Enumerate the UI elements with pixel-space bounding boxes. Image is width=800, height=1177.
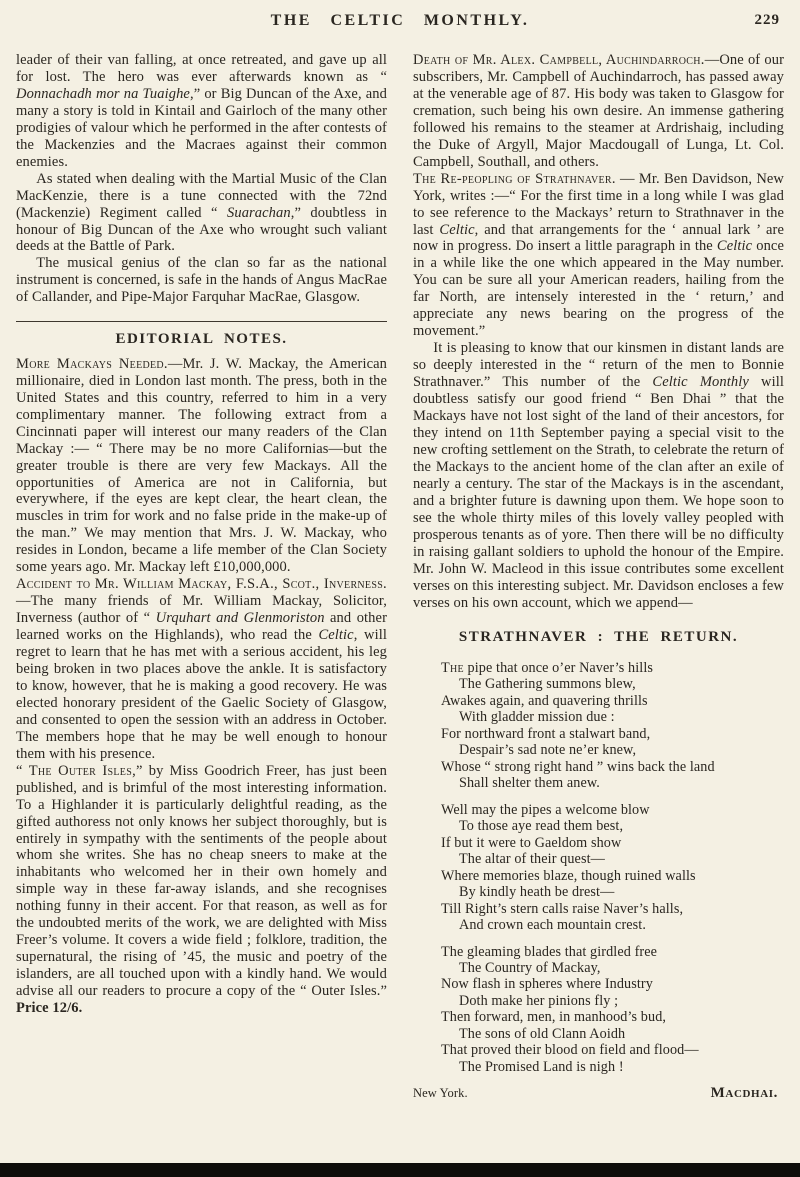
text-segment: With gladder mission due :: [459, 709, 615, 726]
text-segment: pipe that once o’er Naver’s hills: [463, 660, 653, 676]
text-segment: It is pleasing to know that our kinsmen in distant lands are so deeply interested in the “ return of the men to Bonnie Strathnaver.” This number of the: [413, 340, 784, 391]
paragraph: [413, 171, 784, 341]
poem-line: [441, 693, 784, 709]
text-segment: The musical genius of the clan so far as the national instrument is concerned, is safe in the hands of Angus MacRae of Callander, and Pipe-Major Farquhar MacRae, Glasgow.: [16, 255, 387, 306]
text-segment: Celtic: [318, 627, 354, 644]
text-segment: Whose “ strong right hand ” wins back the land: [441, 758, 715, 775]
text-segment: , will regret to learn that he has met with a serious accident, his leg being broken in two places above the ankle. It is satisfactory to know, however, that he is making a good recovery. He was elected honorary president of the Gaelic Society of Glasgow, and consented to open the session with an address in October. The members hope that he may be well enough to honour them with his presence.: [16, 627, 387, 762]
editorial-notes-heading: EDITORIAL NOTES.: [115, 331, 288, 348]
text-segment: For northward front a stalwart band,: [441, 725, 651, 742]
text-segment: As stated when dealing with the Martial Music of the Clan MacKenzie, there is a tune connected with the 72nd (Mackenzie) Regiment called “: [16, 170, 387, 221]
paragraph: [413, 340, 784, 611]
poem-place: New York.: [413, 1086, 468, 1101]
text-segment: Awakes again, and quavering thrills: [441, 692, 648, 709]
poem-line: [459, 742, 784, 758]
poem-line: [441, 868, 784, 884]
page-number: 229: [754, 12, 780, 28]
text-segment: Urquhart and Glenmoriston: [155, 610, 325, 627]
poem-line: [459, 851, 784, 867]
text-segment: ,” doubtless in honour of Big Duncan of the Axe who wrought such valiant deeds at the Battle of Park.: [16, 204, 388, 255]
text-segment: The Gathering summons blew,: [459, 676, 636, 693]
text-segment: —Mr. J. W. Mackay, the American millionaire, died in London last month. The press, both in the United States and this country, referred to him in a very complimentary manner. The following extract from a Cincinnati paper will interest our many readers of the Clan Mackay :— “ There may be no more Californias—but the greater trouble is there are very few Mackays. All the opportunities of America are not in California, but everywhere, if the eyes are kept clear, the heart clean, the muscles in trim for work and no false pride in the make-up of the man.” We may mention that Mrs. J. W. Mackay, who resides in London, became a life member of the Clan Society some years ago. Mr. Mackay left £10,000,000.: [16, 355, 387, 576]
poem-line: [459, 676, 784, 692]
poem-line: [441, 759, 784, 775]
poem-line: [441, 660, 784, 676]
text-segment: Well may the pipes a welcome blow: [441, 801, 650, 818]
text-segment: —One of our subscribers, Mr. Campbell of Auchindarroch, has passed away at the venerable age of 87. His body was taken to Glasgow for cremation, such being his own desire. An immense gathering followed his remains to the steamer at Ardrishaig, including the Duke of Argyll, Major Macdougall of Lunga, Lt. Col. Campbell, Southall, and others.: [413, 52, 785, 170]
text-segment: The gleaming blades that girdled free: [441, 943, 658, 960]
poem-stanza: [441, 660, 784, 792]
text-segment: Now flash in spheres where Industry: [441, 976, 653, 993]
text-segment: The altar of their quest—: [459, 851, 605, 868]
paragraph: [16, 356, 387, 576]
paragraph: [16, 576, 387, 762]
text-segment: That proved their blood on field and flood—: [441, 1042, 699, 1059]
text-segment: Where memories blaze, though ruined walls: [441, 867, 696, 884]
right-column: [413, 52, 784, 1103]
text-segment: To those aye read them best,: [459, 818, 624, 835]
text-segment: once in a while like the one which appeared in the May number. You can be sure all your American readers, hailing from the far North, are intensely interested in the ‘ return,’ and appreciate any news bearing on the progress of the movement.”: [413, 238, 784, 340]
text-segment: Despair’s sad note ne’er knew,: [459, 742, 637, 759]
text-segment: will doubtless satisfy our good friend “ Ben Dhai ” that the Mackays have not lost sight of the land of their ancestors, for they intend on 11th September paying a special visit to the new crofting settlement on the Strath, to celebrate the return of the Mackays to the ancient home of the clan after an exile of nearly a century. The star of the Mackays is in the ascendant, and a brighter future is dawning upon them. We hope soon to see the whole thirty miles of this lovely valley peopled with prosperous tenants as of yore. Then there will be no difficulty in raising gallant soldiers to uphold the honour of the Empire. Mr. John W. Macleod in this issue contributes some excellent verses on this interesting subject. Mr. Davidson encloses a few verses on his own account, which we append—: [413, 374, 784, 611]
poem-line: [459, 993, 784, 1009]
poem-line: [441, 1009, 784, 1025]
text-segment: More Mackays Needed.: [16, 355, 168, 372]
paragraph: [16, 171, 387, 256]
text-segment: By kindly heath be drest—: [459, 884, 615, 901]
poem-line: [441, 835, 784, 851]
poem-line: [459, 917, 784, 933]
text-segment: Death of Mr. Alex. Campbell, Auchindarroch.: [413, 52, 705, 68]
text-segment: The: [441, 660, 464, 676]
poem-line: [459, 775, 784, 791]
paragraph: [16, 52, 387, 171]
poem-line: [441, 976, 784, 992]
paragraph: [413, 52, 784, 171]
page-header: [16, 10, 784, 38]
right-articles: [413, 52, 784, 611]
article-continuation: [16, 52, 387, 306]
left-column: [16, 52, 387, 1103]
poem-line: [441, 944, 784, 960]
poem-line: [459, 1026, 784, 1042]
poem-line: [459, 884, 784, 900]
poem-line: [459, 960, 784, 976]
text-segment: leader of their van falling, at once retreated, and gave up all for lost. The hero was ever afterwards known as “: [16, 52, 387, 85]
text-segment: “ The Outer Isles,”: [16, 762, 143, 779]
text-segment: Accident to Mr. William Mackay, F.S.A., Scot., Inverness.: [16, 576, 387, 593]
poem: [441, 660, 784, 1075]
poem-signature: Macdhai.: [710, 1085, 778, 1102]
text-segment: Till Right’s stern calls raise Naver’s halls,: [441, 900, 684, 917]
paragraph: [16, 763, 387, 1017]
text-segment: and other learned works on the Highlands), who read the: [16, 610, 387, 644]
text-segment: —The many friends of Mr. William Mackay, Solicitor, Inverness (author of “: [16, 593, 387, 627]
poem-line: [441, 901, 784, 917]
text-segment: Suarachan: [227, 204, 291, 221]
poem-line: [441, 726, 784, 742]
text-segment: The Promised Land is nigh !: [459, 1058, 624, 1075]
text-segment: by Miss Goodrich Freer, has just been published, and is brimful of the most interesting information. To a Highlander it is particularly delightful reading, as the gifted authoress not only knows her subject thoroughly, but is entirely in sympathy with the sentiments of the people about whom she writes. She has no cheap sneers to make at the inhabitants who welcomed her in their own homely and simple way in these far-away islands, and she recognises nothing funny in their accent. For that reason, as well as for the undoubted merits of the work, we are delighted with Miss Freer’s volume. It covers a wide field ; folklore, tradition, the supernatural, the rising of ’45, the music and poetry of the islanders, are all touched upon with a kindly hand. We would advise all our readers to procure a copy of the “ Outer Isles.”: [16, 762, 388, 1000]
poem-footer: [413, 1085, 784, 1103]
poem-stanza: [441, 944, 784, 1076]
text-segment: And crown each mountain crest.: [459, 917, 646, 934]
editorial-notes: [16, 356, 387, 1017]
text-segment: Celtic: [439, 221, 475, 238]
poem-stanza: [441, 802, 784, 934]
text-segment: The Country of Mackay,: [459, 959, 601, 976]
text-segment: Price 12/6.: [16, 1000, 83, 1017]
paragraph: [16, 255, 387, 306]
poem-line: [459, 1059, 784, 1075]
text-segment: The sons of old Clann Aoidh: [459, 1025, 626, 1042]
text-segment: Celtic: [716, 238, 753, 255]
poem-line: [441, 1042, 784, 1058]
columns: [16, 52, 784, 1103]
poem-line: [459, 709, 784, 725]
text-segment: ,” or Big Duncan of the Axe, and many a story is told in Kintail and Gairloch of the many other prodigies of valour which he performed in the after contests of the Mackenzies and the Macraes against their common enemies.: [16, 85, 388, 170]
scan-edge-bar: [0, 1163, 800, 1177]
text-segment: Celtic Monthly: [652, 374, 749, 391]
text-segment: The Re-peopling of Strathnaver.: [413, 170, 616, 187]
text-segment: Doth make her pinions fly ;: [459, 992, 619, 1009]
text-segment: Shall shelter them anew.: [459, 775, 600, 792]
journal-title: THE CELTIC MONTHLY.: [270, 12, 530, 29]
text-segment: Then forward, men, in manhood’s bud,: [441, 1009, 667, 1026]
text-segment: , and that arrangements for the ‘ annual lark ’ are now in progress. Do insert a little paragraph in the: [413, 221, 784, 255]
text-segment: If but it were to Gaeldom show: [441, 834, 622, 851]
poem-line: [459, 818, 784, 834]
poem-line: [441, 802, 784, 818]
section-divider: [16, 321, 387, 322]
poem-heading: STRATHNAVER : THE RETURN.: [458, 629, 739, 646]
text-segment: — Mr. Ben Davidson, New York, writes :—“ For the first time in a long while I was glad to see reference to the Mackays’ return to Strathnaver in the last: [413, 170, 784, 238]
text-segment: Donnachadh mor na Tuaighe: [16, 85, 190, 102]
